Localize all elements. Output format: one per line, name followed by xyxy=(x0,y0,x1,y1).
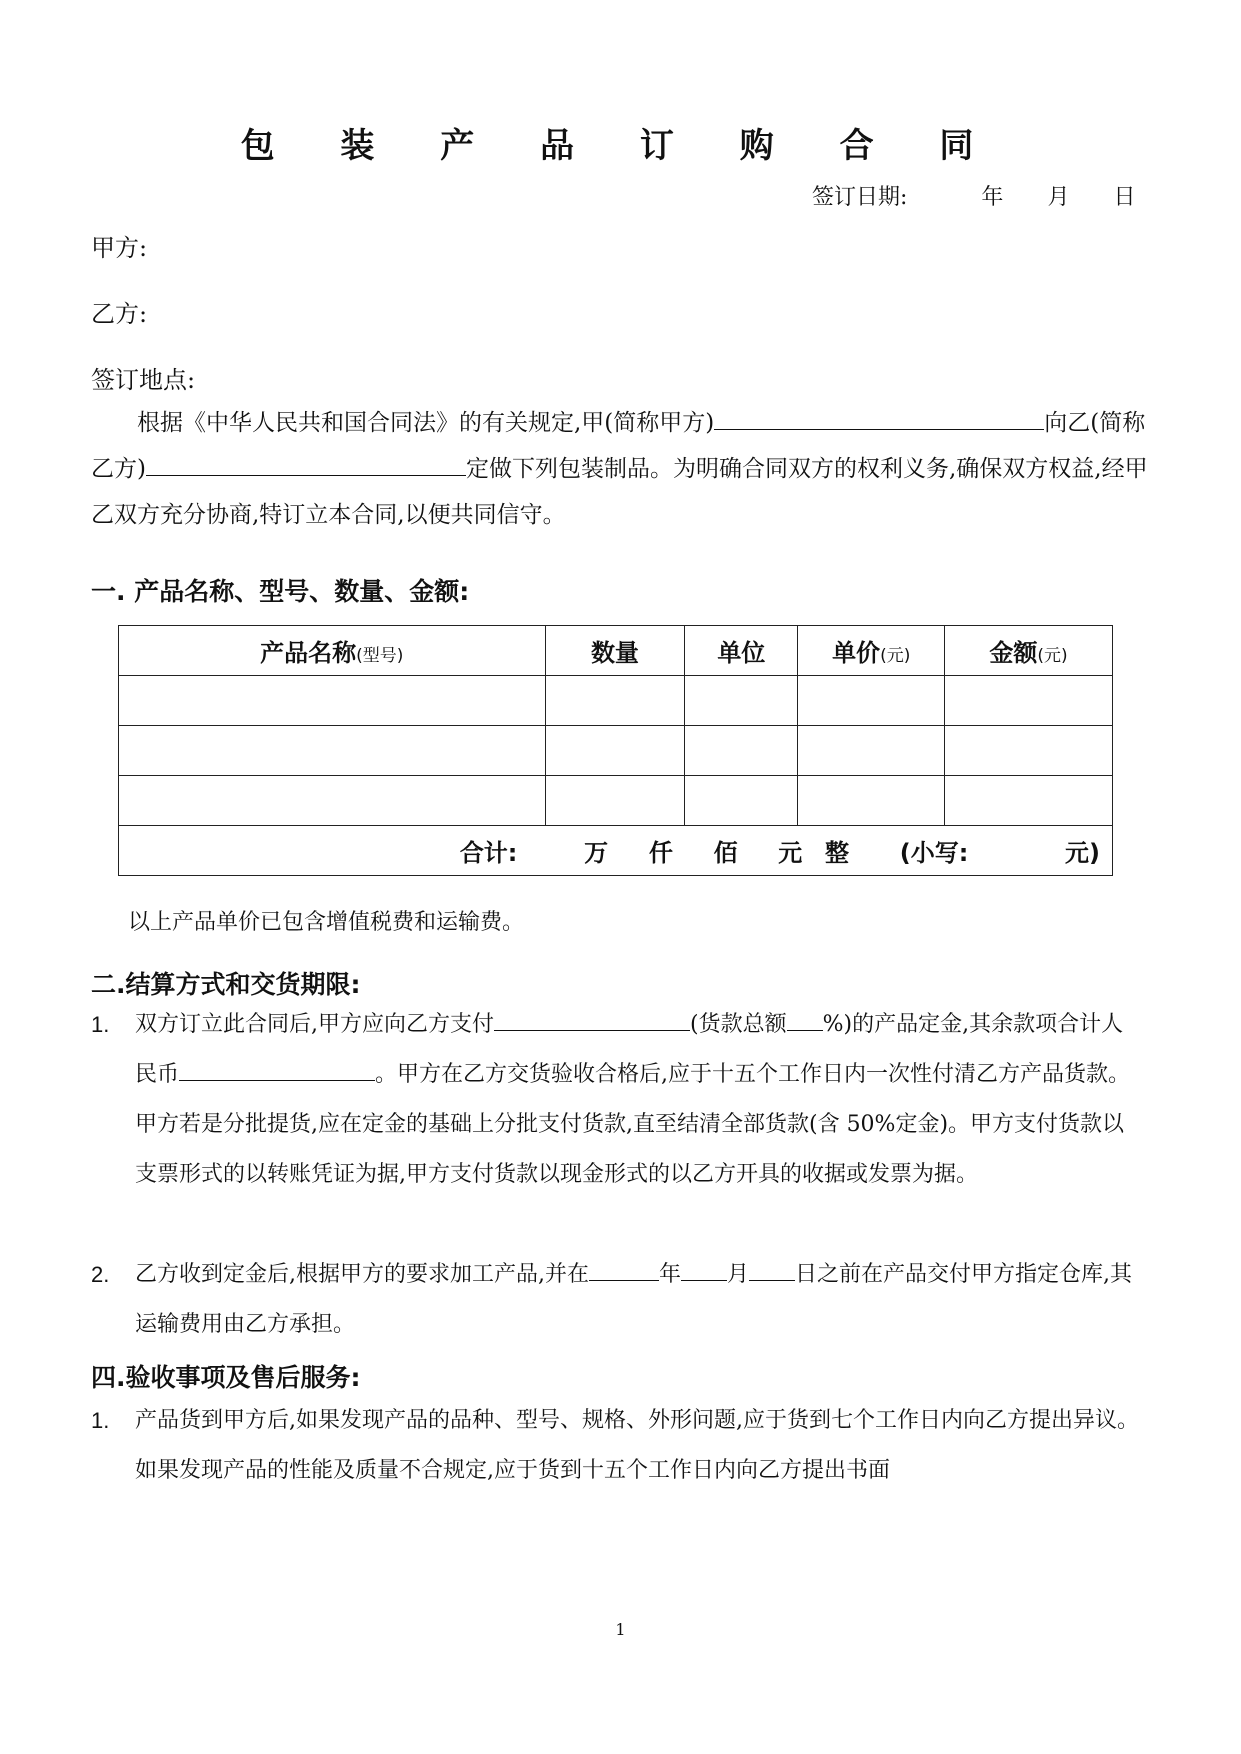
party-a-label: 甲方: xyxy=(91,234,148,262)
table-cell[interactable] xyxy=(119,676,546,726)
table-cell[interactable] xyxy=(798,676,945,726)
list-item: 产品货到甲方后,如果发现产品的品种、型号、规格、外形问题,应于货到七个工作日内向乙方提出异议。如果发现产品的性能及质量不合规定,应于货到十五个工作日内向乙方提出书面 xyxy=(135,1408,1139,1483)
intro-part1: 根据《中华人民共和国合同法》的有关规定,甲(简称甲方) xyxy=(137,410,715,436)
total-cell[interactable] xyxy=(119,826,1113,876)
table-row xyxy=(119,776,1113,826)
section2-heading: 二.结算方式和交货期限: xyxy=(91,970,361,999)
section1-heading: 一. 产品名称、型号、数量、金额: xyxy=(91,577,470,606)
list-number: 2. xyxy=(91,1262,110,1287)
total-yuan: 元 xyxy=(778,839,803,867)
document-title: 包 装 产 品 订 购 合 同 xyxy=(240,126,1001,166)
table-row xyxy=(119,726,1113,776)
sign-place-label: 签订地点: xyxy=(91,366,196,394)
header-unit-price: 单价(元) xyxy=(798,626,945,676)
header-unit: 单位 xyxy=(685,626,798,676)
table-cell[interactable] xyxy=(945,676,1113,726)
deposit-blank[interactable] xyxy=(494,1010,690,1031)
list-item: 双方订立此合同后,甲方应向乙方支付 (货款总额 %)的产品定金,其余款项合计人民币 。甲方在乙方交货验收合格后,应于十五个工作日内一次性付清乙方产品货款。甲方若是分批提货,应在定金的基础上分批支付货款,直至结清全部货款(含 50%定金)。甲方支付货款以支票形式的以转账凭证为据,甲方支付货款以现金形式的以乙方开具的收据或发票为据。 xyxy=(135,1012,1131,1187)
table-cell[interactable] xyxy=(798,776,945,826)
percent-blank[interactable] xyxy=(787,1010,823,1031)
table-cell[interactable] xyxy=(545,776,685,826)
table-cell[interactable] xyxy=(685,776,798,826)
table-cell[interactable] xyxy=(685,726,798,776)
table-cell[interactable] xyxy=(545,676,685,726)
table-cell[interactable] xyxy=(545,726,685,776)
table-cell[interactable] xyxy=(119,776,546,826)
balance-blank[interactable] xyxy=(179,1060,375,1081)
table-row xyxy=(119,676,1113,726)
year-blank[interactable] xyxy=(589,1260,659,1281)
table-header-row xyxy=(119,626,1113,676)
sign-date-day: 日 xyxy=(1113,185,1136,210)
sign-date-month: 月 xyxy=(1047,185,1070,210)
total-zheng: 整 xyxy=(825,839,850,867)
header-product-name: 产品名称(型号) xyxy=(119,626,546,676)
list-item: 乙方收到定金后,根据甲方的要求加工产品,并在 年 月 日之前在产品交付甲方指定仓库,其运输费用由乙方承担。 xyxy=(135,1262,1133,1337)
list-number: 1. xyxy=(91,1408,110,1433)
party-b-label: 乙方: xyxy=(91,300,148,328)
table-cell[interactable] xyxy=(798,726,945,776)
table-cell[interactable] xyxy=(945,726,1113,776)
day-blank[interactable] xyxy=(749,1260,795,1281)
page-number: 1 xyxy=(615,1620,626,1639)
intro-part2: 向乙(简称乙方) xyxy=(91,410,1146,482)
total-small-close: 元) xyxy=(1065,839,1100,867)
intro-paragraph xyxy=(91,400,1151,538)
header-quantity: 数量 xyxy=(545,626,685,676)
party-b-blank[interactable] xyxy=(146,455,466,476)
table-cell[interactable] xyxy=(119,726,546,776)
section4-heading: 四.验收事项及售后服务: xyxy=(91,1363,361,1392)
intro-part3: 定做下列包装制品。为明确合同双方的权利义务,确保双方权益,经甲乙双方充分协商,特订立本合同,以便共同信守。 xyxy=(91,456,1148,528)
total-wan: 万 xyxy=(584,839,609,867)
list-number: 1. xyxy=(91,1012,110,1037)
total-small-open: (小写: xyxy=(899,839,969,867)
table-total-row xyxy=(119,826,1113,876)
month-blank[interactable] xyxy=(681,1260,727,1281)
product-table xyxy=(118,625,1113,876)
sign-date-year: 年 xyxy=(981,185,1004,210)
price-note: 以上产品单价已包含增值税费和运输费。 xyxy=(128,910,525,935)
total-label: 合计: xyxy=(459,839,518,867)
table-cell[interactable] xyxy=(945,776,1113,826)
header-amount: 金额(元) xyxy=(945,626,1113,676)
total-bai: 佰 xyxy=(713,839,738,867)
sign-date xyxy=(812,180,1135,211)
party-a-blank[interactable] xyxy=(714,409,1044,430)
sign-date-label: 签订日期: xyxy=(812,185,908,210)
total-qian: 仟 xyxy=(648,839,673,867)
table-cell[interactable] xyxy=(685,676,798,726)
